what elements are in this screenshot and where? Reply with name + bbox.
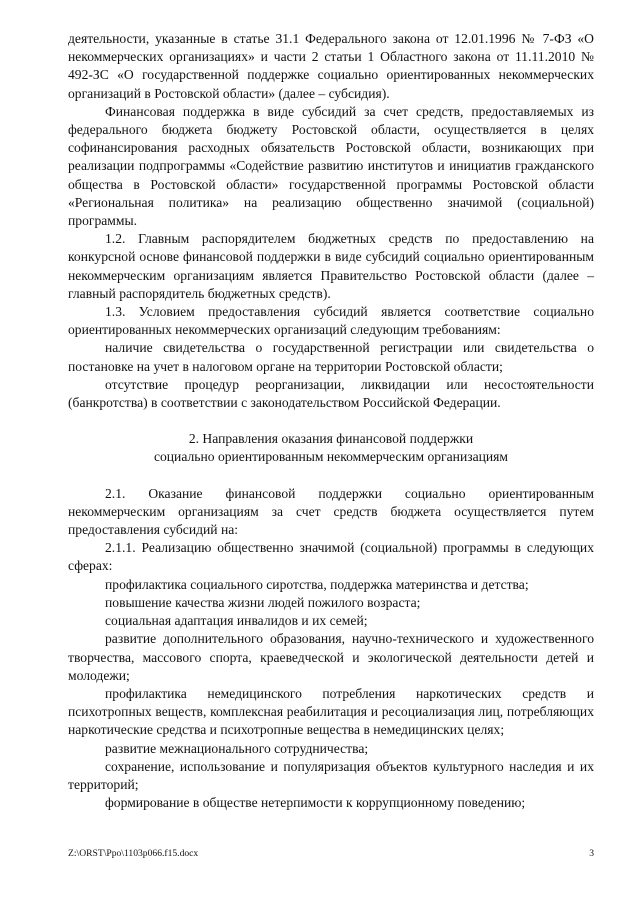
paragraph-requirement-no-bankruptcy: отсутствие процедур реорганизации, ликвидации или несостоятельности (банкротства) в соответствии с законодательством Российской Федерации. bbox=[68, 376, 594, 411]
paragraph-1-3: 1.3. Условием предоставления субсидий является соответствие социально ориентированных некоммерческих организаций следующим требованиям: bbox=[68, 304, 594, 338]
paragraph-continuation: деятельности, указанные в статье 31.1 Федерального закона от 12.01.1996 № 7-ФЗ «О некоммерческих организациях» и части 2 статьи 1 Областного закона от 11.11.2010 № 492-ЗС «О государственной поддержке социально ориентированных некоммерческих организаций в Ростовской области» (далее – субсидия). bbox=[68, 31, 594, 101]
list-item-drug-prevention: профилактика немедицинского потребления наркотических средств и психотропных веществ, комплексная реабилитация и ресоциализация лиц, потребляющих наркотические средства и психотропные вещества в немедицинских целях; bbox=[68, 685, 594, 738]
list-item-anticorruption: формирование в обществе нетерпимости к коррупционному поведению; bbox=[105, 795, 526, 811]
paragraph-financial-support: Финансовая поддержка в виде субсидий за счет средств, предоставляемых из федерального бюджета бюджету Ростовской области, осуществляется в целях софинансирования расходных обязательств Ростовской области, возникающих при реализации подпрограммы «Содействие развитию институтов и инициатив гражданского общества в Ростовской области» государственной программы Ростовской области «Региональная политика» на реализацию общественно значимой (социальной) программы. bbox=[68, 103, 594, 229]
list-item-orphanhood: профилактика социального сиротства, поддержка материнства и детства; bbox=[105, 576, 529, 592]
document-body bbox=[68, 30, 594, 812]
list-item-disabled: социальная адаптация инвалидов и их семей; bbox=[105, 613, 368, 629]
section-heading-line1: 2. Направления оказания финансовой поддержки bbox=[188, 431, 474, 447]
page-footer bbox=[68, 848, 594, 859]
page-number: 3 bbox=[589, 848, 594, 859]
section-heading-line2: социально ориентированным некоммерческим организациям bbox=[153, 449, 509, 465]
list-item-heritage: сохранение, использование и популяризация объектов культурного наследия и их территорий; bbox=[68, 758, 594, 792]
section-heading bbox=[68, 430, 594, 466]
list-item-education: развитие дополнительного образования, научно-технического и художественного творчества, массового спорта, краеведческой и экологической деятельности детей и молодежи; bbox=[68, 631, 594, 683]
paragraph-requirement-registration: наличие свидетельства о государственной регистрации или свидетельства о постановке на учет в налоговом органе на территории Ростовской области; bbox=[68, 340, 594, 374]
paragraph-2-1-1: 2.1.1. Реализацию общественно значимой (социальной) программы в следующих сферах: bbox=[68, 540, 594, 574]
paragraph-1-2: 1.2. Главным распорядителем бюджетных средств по предоставлению на конкурсной основе финансовой поддержки в виде субсидий социально ориентированным некоммерческим организациям является Правительство Ростовской области (далее – главный распорядитель бюджетных средств). bbox=[68, 231, 594, 301]
list-item-interethnic: развитие межнационального сотрудничества; bbox=[105, 740, 369, 756]
paragraph-2-1: 2.1. Оказание финансовой поддержки социально ориентированным некоммерческим организациям за счет средств бюджета осуществляется путем предоставления субсидий на: bbox=[68, 485, 594, 538]
file-path: Z:\ORST\Ppo\1103p066.f15.docx bbox=[68, 848, 199, 859]
list-item-elderly: повышение качества жизни людей пожилого возраста; bbox=[105, 594, 421, 610]
